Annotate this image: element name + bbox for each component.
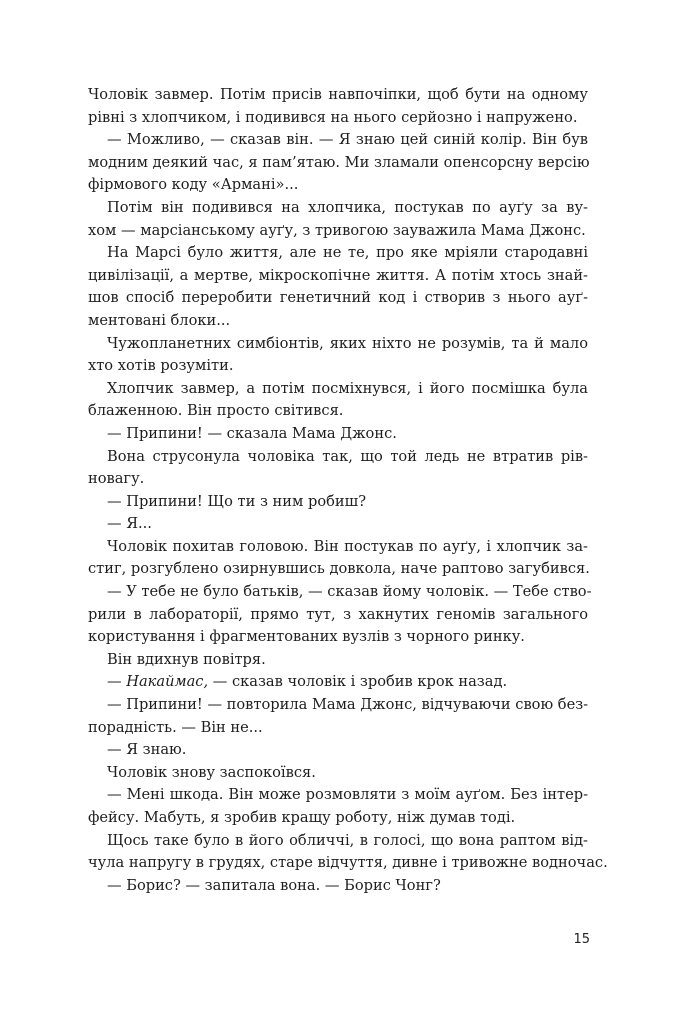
page-body-text: [88, 84, 608, 897]
text-line: Чоловік завмер. Потім присів навпочіпки, щоб бути на одному: [88, 86, 588, 103]
text-line: фірмового коду «Армані»...: [88, 176, 299, 194]
text-line: — Накаймас, — сказав чоловік і зробив крок назад.: [107, 673, 508, 691]
text-line: чула напругу в грудях, старе відчуття, дивне і тривожне водночас.: [88, 854, 608, 872]
text-line: Хлопчик завмер, а потім посміхнувся, і його посмішка була: [107, 379, 588, 397]
text-line: — Можливо, — сказав він. — Я знаю цей синій колір. Він був: [107, 131, 588, 149]
text-line: Чоловік знову заспокоївся.: [107, 763, 316, 781]
page-number: 15: [573, 932, 590, 947]
text-line: користування і фрагментованих вузлів з чорного ринку.: [88, 628, 525, 646]
text-line: стиг, розгублено озирнувшись довкола, наче раптово загубився.: [88, 560, 590, 578]
text-line: порадність. — Він не...: [88, 718, 263, 736]
text-line: — Я...: [107, 515, 152, 533]
text-line: шов спосіб переробити генетичний код і створив з нього ауґ-: [88, 289, 588, 307]
text-line: — Мені шкода. Він може розмовляти з моїм ауґом. Без інтер-: [107, 786, 588, 804]
text-line: — Я знаю.: [107, 741, 187, 759]
text-line: новагу.: [88, 470, 145, 488]
text-line: Щось таке було в його обличчі, в голосі, що вона раптом від-: [107, 831, 588, 849]
text-line: Він вдихнув повітря.: [107, 650, 266, 668]
text-line: На Марсі було життя, але не те, про яке мріяли стародавні: [107, 244, 588, 262]
text-line: модним деякий час, я пам’ятаю. Ми зламали опенсорсну версію: [88, 153, 590, 171]
text-line: — Борис? — запитала вона. — Борис Чонг?: [107, 876, 441, 894]
text-line: блаженною. Він просто світився.: [88, 402, 344, 420]
text-line: Вона струсонула чоловіка так, що той ледь не втратив рів-: [107, 447, 588, 465]
text-line: рили в лабораторії, прямо тут, з хакнутих геномів загального: [88, 605, 588, 623]
text-line: хом — марсіанському ауґу, з тривогою зауважила Мама Джонс.: [88, 221, 586, 239]
text-line: — Припини! — сказала Мама Джонс.: [107, 424, 397, 442]
text-line: — Припини! — повторила Мама Джонс, відчуваючи свою без-: [107, 696, 589, 714]
text-line: Потім він подивився на хлопчика, постукав по ауґу за ву-: [107, 198, 588, 216]
text-line: хто хотів розуміти.: [88, 357, 234, 375]
text-line: Чоловік похитав головою. Він постукав по ауґу, і хлопчик за-: [107, 537, 588, 555]
text-line: ментовані блоки...: [88, 311, 231, 329]
text-line: рівні з хлопчиком, і подивився на нього серйозно і напружено.: [88, 108, 578, 126]
italic-word: Накаймас,: [126, 673, 209, 691]
text-line: Чужопланетних симбіонтів, яких ніхто не розумів, та й мало: [107, 334, 588, 352]
text-line: — У тебе не було батьків, — сказав йому чоловік. — Тебе ство-: [107, 583, 592, 601]
text-line: фейсу. Мабуть, я зробив кращу роботу, ніж думав тоді.: [88, 809, 516, 826]
text-line: — Припини! Що ти з ним робиш?: [107, 492, 367, 510]
text-line: цивілізації, а мертве, мікроскопічне життя. А потім хтось знай-: [88, 266, 588, 284]
